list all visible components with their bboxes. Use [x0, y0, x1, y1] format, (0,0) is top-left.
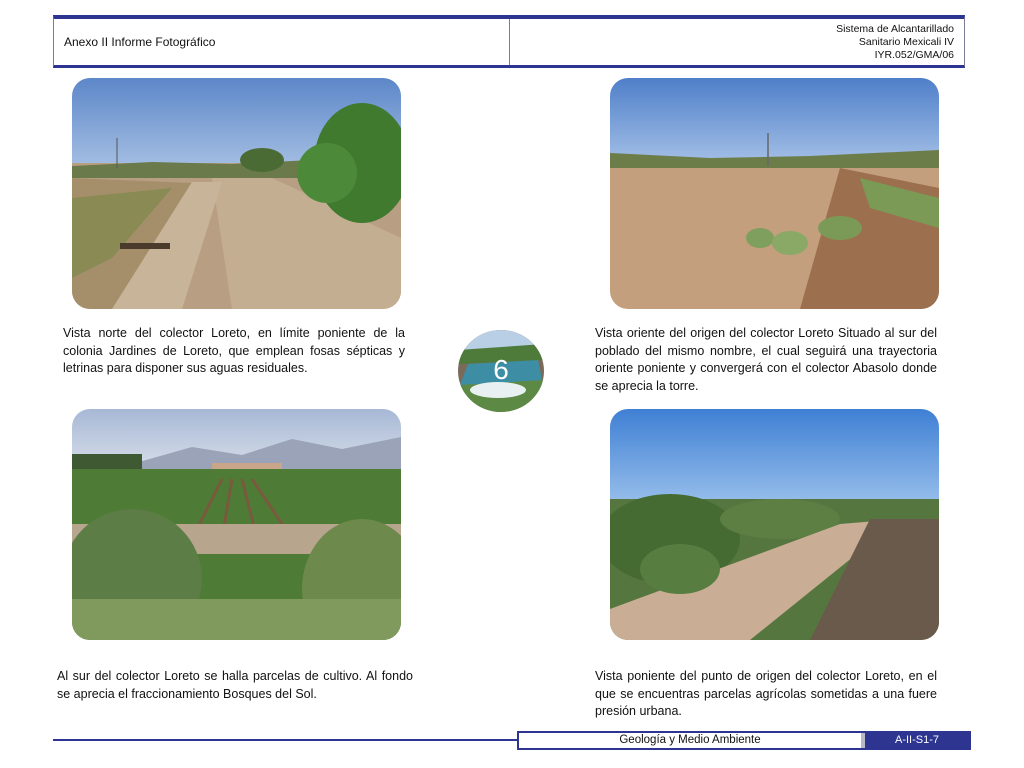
section-number-badge	[458, 330, 544, 412]
caption-west-view: Vista poniente del punto de origen del colector Loreto, en el que se encuentras parcelas agrícolas sometidas a una fuere presión urbana.	[595, 669, 937, 718]
caption-crop-fields: Al sur del colector Loreto se halla parcelas de cultivo. Al fondo se aprecia el fraccionamiento Bosques del Sol.	[57, 669, 413, 701]
header-project-line3: IYR.052/GMA/06	[874, 49, 954, 61]
photo-east-view	[610, 78, 939, 309]
footer-section-name: Geología y Medio Ambiente	[519, 733, 865, 748]
photo-crop-fields	[72, 409, 401, 640]
footer-page-code: A-II-S1-7	[894, 734, 939, 746]
photo-north-view	[72, 78, 401, 309]
header-project-line1: Sistema de Alcantarillado	[836, 23, 954, 35]
header-project-info	[510, 19, 964, 65]
photo-west-view	[610, 409, 939, 640]
section-number: 6	[493, 354, 509, 385]
caption-east-view: Vista oriente del origen del colector Loreto Situado al sur del poblado del mismo nombre, el cual seguirá una trayectoria oriente poniente y convergerá con el colector Abasolo donde se aprecia la torre.	[595, 326, 937, 393]
header-title: Anexo II Informe Fotográfico	[54, 19, 510, 65]
footer-rule	[53, 739, 518, 741]
document-footer	[517, 731, 971, 750]
caption-north-view: Vista norte del colector Loreto, en límite poniente de la colonia Jardines de Loreto, que emplean fosas sépticas y letrinas para disponer sus aguas residuales.	[63, 326, 405, 375]
document-header	[53, 15, 965, 68]
header-project-line2: Sanitario Mexicali IV	[858, 36, 954, 48]
